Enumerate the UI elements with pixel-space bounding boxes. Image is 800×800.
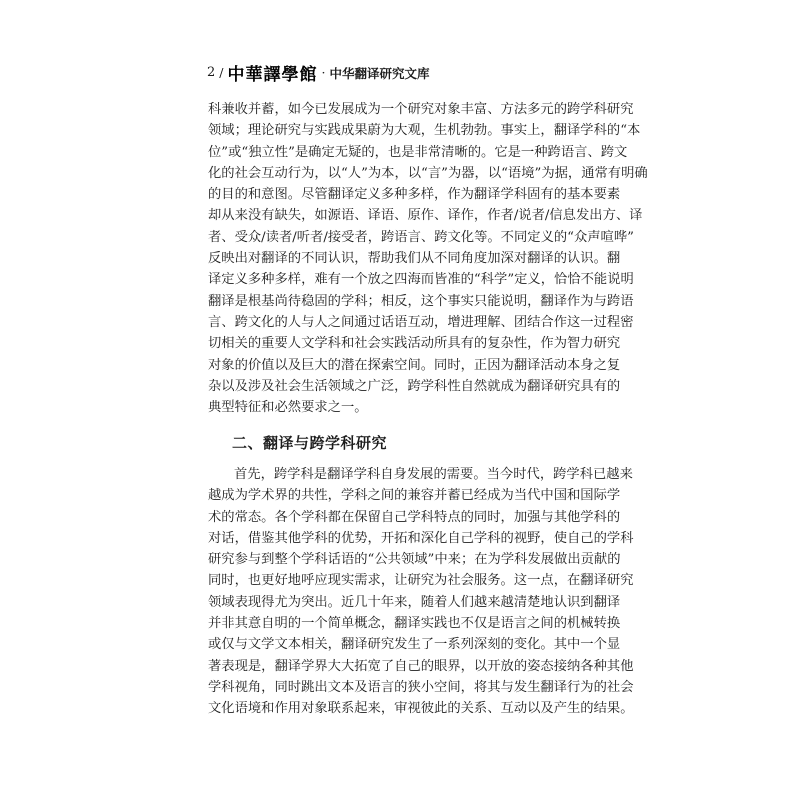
text-line: 位”或“独立性”是确定无疑的，也是非常清晰的。它是一种跨语言、跨文	[208, 144, 628, 160]
text-line: 或仅与文学文本相关，翻译研究发生了一系列深刻的变化。其中一个显	[208, 637, 621, 653]
series-title: 中华翻译研究文库	[329, 65, 430, 81]
text-line: 化的社会互动行为，以“人”为本，以“言”为器，以“语境”为据，通常有明确	[208, 165, 648, 181]
text-line: 反映出对翻译的不同认识，帮助我们从不同角度加深对翻译的认识。翻	[208, 251, 621, 267]
text-line: 并非其意自明的一个简单概念，翻译实践也不仅是语言之间的机械转换	[208, 616, 621, 632]
text-line: 越成为学术界的共性，学科之间的兼容并蓄已经成为当代中国和国际学	[208, 488, 621, 504]
text-line: 学科视角，同时跳出文本及语言的狭小空间，将其与发生翻译行为的社会	[208, 679, 634, 695]
paragraph-1	[208, 99, 648, 418]
text-line: 领域表现得尤为突出。近几十年来，随着人们越来越清楚地认识到翻译	[208, 594, 621, 610]
text-line: 术的常态。各个学科都在保留自己学科特点的同时，加强与其他学科的	[208, 509, 621, 525]
text-line: 翻译是根基尚待稳固的学科；相反，这个事实只能说明，翻译作为与跨语	[208, 293, 634, 309]
text-line: 典型特征和必然要求之一。	[208, 400, 368, 416]
text-line: 首先，跨学科是翻译学科自身发展的需要。当今时代，跨学科已越来	[234, 467, 633, 482]
paragraph-2	[208, 464, 634, 720]
header-dot: ·	[321, 65, 326, 80]
text-line: 同时，也更好地呼应现实需求，让研究为社会服务。这一点，在翻译研究	[208, 573, 634, 589]
text-line: 科兼收并蓄，如今已发展成为一个研究对象丰富、方法多元的跨学科研究	[208, 102, 634, 117]
text-line: 切相关的重要人文学科和社会实践活动所具有的复杂性，作为智力研究	[208, 336, 621, 352]
text-line: 领域；理论研究与实践成果蔚为大观，生机勃勃。事实上，翻译学科的“本	[208, 123, 641, 139]
text-line: 对象的价值以及巨大的潜在探索空间。同时，正因为翻译活动本身之复	[208, 357, 621, 373]
text-line: 译定义多种多样，难有一个放之四海而皆准的“科学”定义，恰恰不能说明	[208, 272, 634, 288]
text-line: 对话，借鉴其他学科的优势，开拓和深化自己学科的视野，使自己的学科	[208, 530, 634, 546]
series-logo: 中華譯學館	[227, 65, 318, 85]
text-line: 的目的和意图。尽管翻译定义多种多样，作为翻译学科固有的基本要素	[208, 187, 621, 203]
text-line: 却从来没有缺失，如源语、译语、原作、译作，作者/说者/信息发出方、译	[208, 208, 643, 224]
text-line: 言、跨文化的人与人之间通过话语互动，增进理解、团结合作这一过程密	[208, 314, 634, 330]
running-header	[207, 60, 430, 85]
page-number: 2	[207, 65, 216, 80]
text-line: 研究参与到整个学科话语的“公共领域”中来；在为学科发展做出贡献的	[208, 552, 621, 568]
text-line: 著表现是，翻译学界大大拓宽了自己的眼界，以开放的姿态接纳各种其他	[208, 658, 634, 674]
text-line: 杂以及涉及社会生活领域之广泛，跨学科性自然就成为翻译研究具有的	[208, 378, 621, 394]
section-heading: 二、翻译与跨学科研究	[232, 434, 388, 452]
text-line: 文化语境和作用对象联系起来，审视彼此的关系、互动以及产生的结果。	[208, 701, 634, 717]
header-separator: /	[219, 65, 224, 80]
text-line: 者、受众/读者/听者/接受者，跨语言、跨文化等。不同定义的“众声喧哗”	[208, 229, 634, 245]
